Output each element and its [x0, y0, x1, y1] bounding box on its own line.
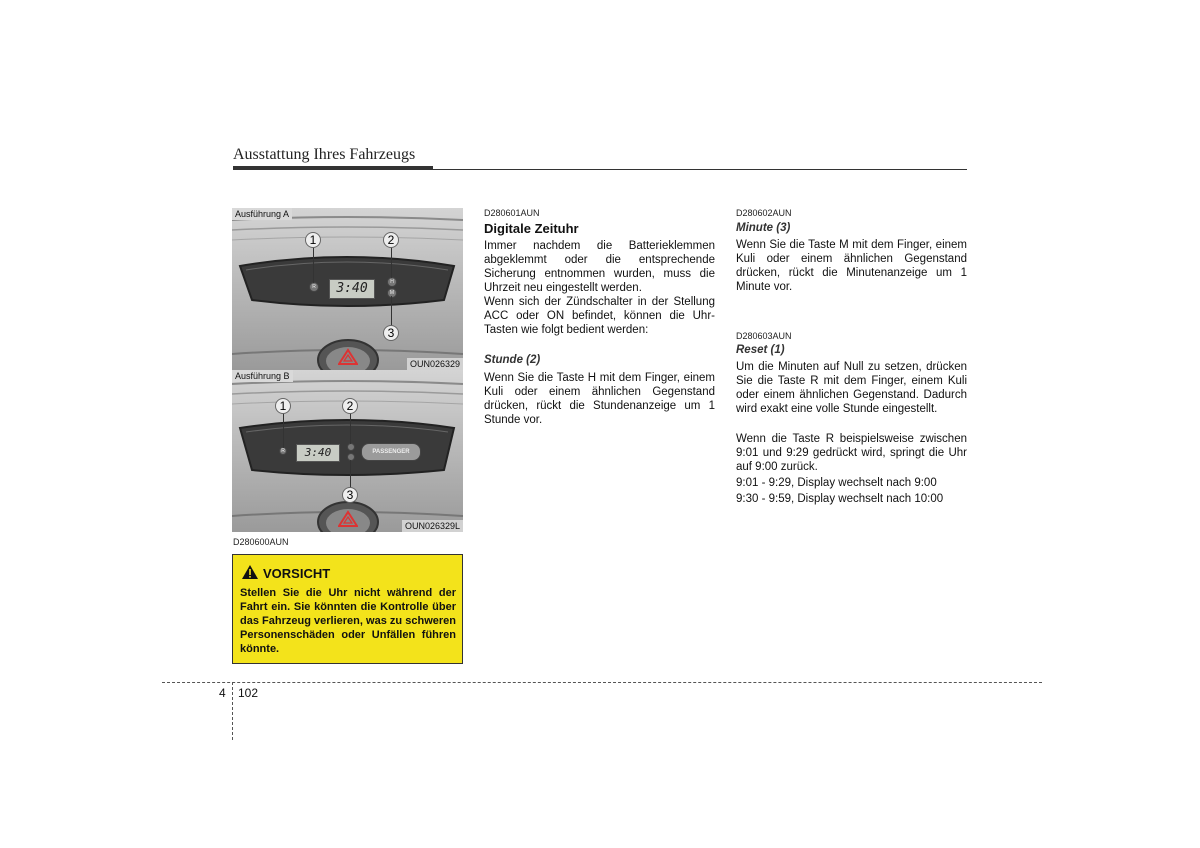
figure-a-code: OUN026329	[407, 358, 463, 370]
page-header-title: Ausstattung Ihres Fahrzeugs	[233, 146, 416, 163]
hazard-icon	[338, 348, 358, 366]
control-button	[347, 453, 355, 461]
passenger-airbag-indicator: PASSENGER	[361, 443, 421, 461]
warning-title: VORSICHT	[263, 566, 331, 581]
warning-triangle-icon	[241, 564, 259, 580]
subheading-hour: Stunde (2)	[484, 354, 541, 366]
figure-variant-b	[232, 370, 463, 532]
callout-leader	[283, 411, 284, 448]
clock-display: 3:40	[296, 444, 340, 462]
figure-b-illustration	[232, 370, 463, 532]
minute-button: M	[387, 288, 397, 298]
callout-3: 3	[383, 325, 399, 341]
section-doc-id: D280602AUN	[736, 208, 792, 218]
reset-button: R	[309, 282, 319, 292]
warning-text: Stellen Sie die Uhr nicht während der Fahrt ein. Sie könnten die Kontrolle über das Fahrzeug verlieren, was zu schweren Personenschäden oder Unfällen führen könnte.	[240, 587, 456, 655]
callout-leader	[350, 411, 351, 444]
section-doc-id: D280601AUN	[484, 208, 540, 218]
figure-b-code: OUN026329L	[402, 520, 463, 532]
example-line: 9:01 - 9:29, Display wechselt nach 9:00	[736, 477, 937, 489]
clock-display: 3:40	[329, 279, 375, 299]
section-heading: Digitale Zeituhr	[484, 221, 579, 236]
figure-doc-id: D280600AUN	[233, 537, 289, 547]
footer-rule	[162, 682, 1042, 683]
control-button	[347, 443, 355, 451]
callout-2: 2	[383, 232, 399, 248]
subheading-reset: Reset (1)	[736, 344, 785, 356]
figure-b-label: Ausführung B	[232, 370, 293, 382]
paragraph: Wenn Sie die Taste H mit dem Finger, einem Kuli oder einem ähnlichen Gegenstand drücken, rückt die Stundenanzeige um 1 Stunde vor.	[484, 372, 715, 426]
header-rule-accent	[233, 166, 433, 170]
section-doc-id: D280603AUN	[736, 331, 792, 341]
callout-leader	[313, 247, 314, 283]
figure-variant-a	[232, 208, 463, 370]
paragraph: Wenn die Taste R beispielsweise zwischen 9:01 und 9:29 gedrückt wird, springt die Uhr auf 9:00 zurück.	[736, 433, 967, 473]
hour-button: H	[387, 277, 397, 287]
callout-leader	[391, 247, 392, 278]
hazard-icon	[338, 510, 358, 528]
callout-1: 1	[305, 232, 321, 248]
chapter-number: 4	[219, 686, 226, 700]
reset-button: R	[279, 447, 287, 455]
callout-1: 1	[275, 398, 291, 414]
callout-3: 3	[342, 487, 358, 503]
paragraph: Wenn Sie die Taste M mit dem Finger, einem Kuli oder einem ähnlichen Gegenstand drücken, rückt die Minutenanzeige um 1 Minute vor.	[736, 239, 967, 293]
callout-2: 2	[342, 398, 358, 414]
paragraph: Um die Minuten auf Null zu setzen, drücken Sie die Taste R mit dem Finger, einem Kuli oder einem ähnlichen Gegenstand. Dadurch wird exakt eine volle Stunde eingestellt.	[736, 361, 967, 415]
callout-leader	[350, 460, 351, 487]
subheading-minute: Minute (3)	[736, 222, 791, 234]
warning-box	[232, 554, 463, 664]
paragraph: Immer nachdem die Batterieklemmen abgeklemmt oder die entsprechende Sicherung entnommen wurden, muss die Uhrzeit neu eingestellt werden.	[484, 240, 715, 294]
paragraph: Wenn sich der Zündschalter in der Stellung ACC oder ON befindet, können die Uhr-Tasten wie folgt bedient werden:	[484, 296, 715, 336]
footer-divider	[232, 682, 233, 740]
page-number: 102	[238, 686, 259, 700]
example-line: 9:30 - 9:59, Display wechselt nach 10:00	[736, 493, 944, 505]
figure-a-label: Ausführung A	[232, 208, 292, 220]
callout-leader	[391, 296, 392, 325]
